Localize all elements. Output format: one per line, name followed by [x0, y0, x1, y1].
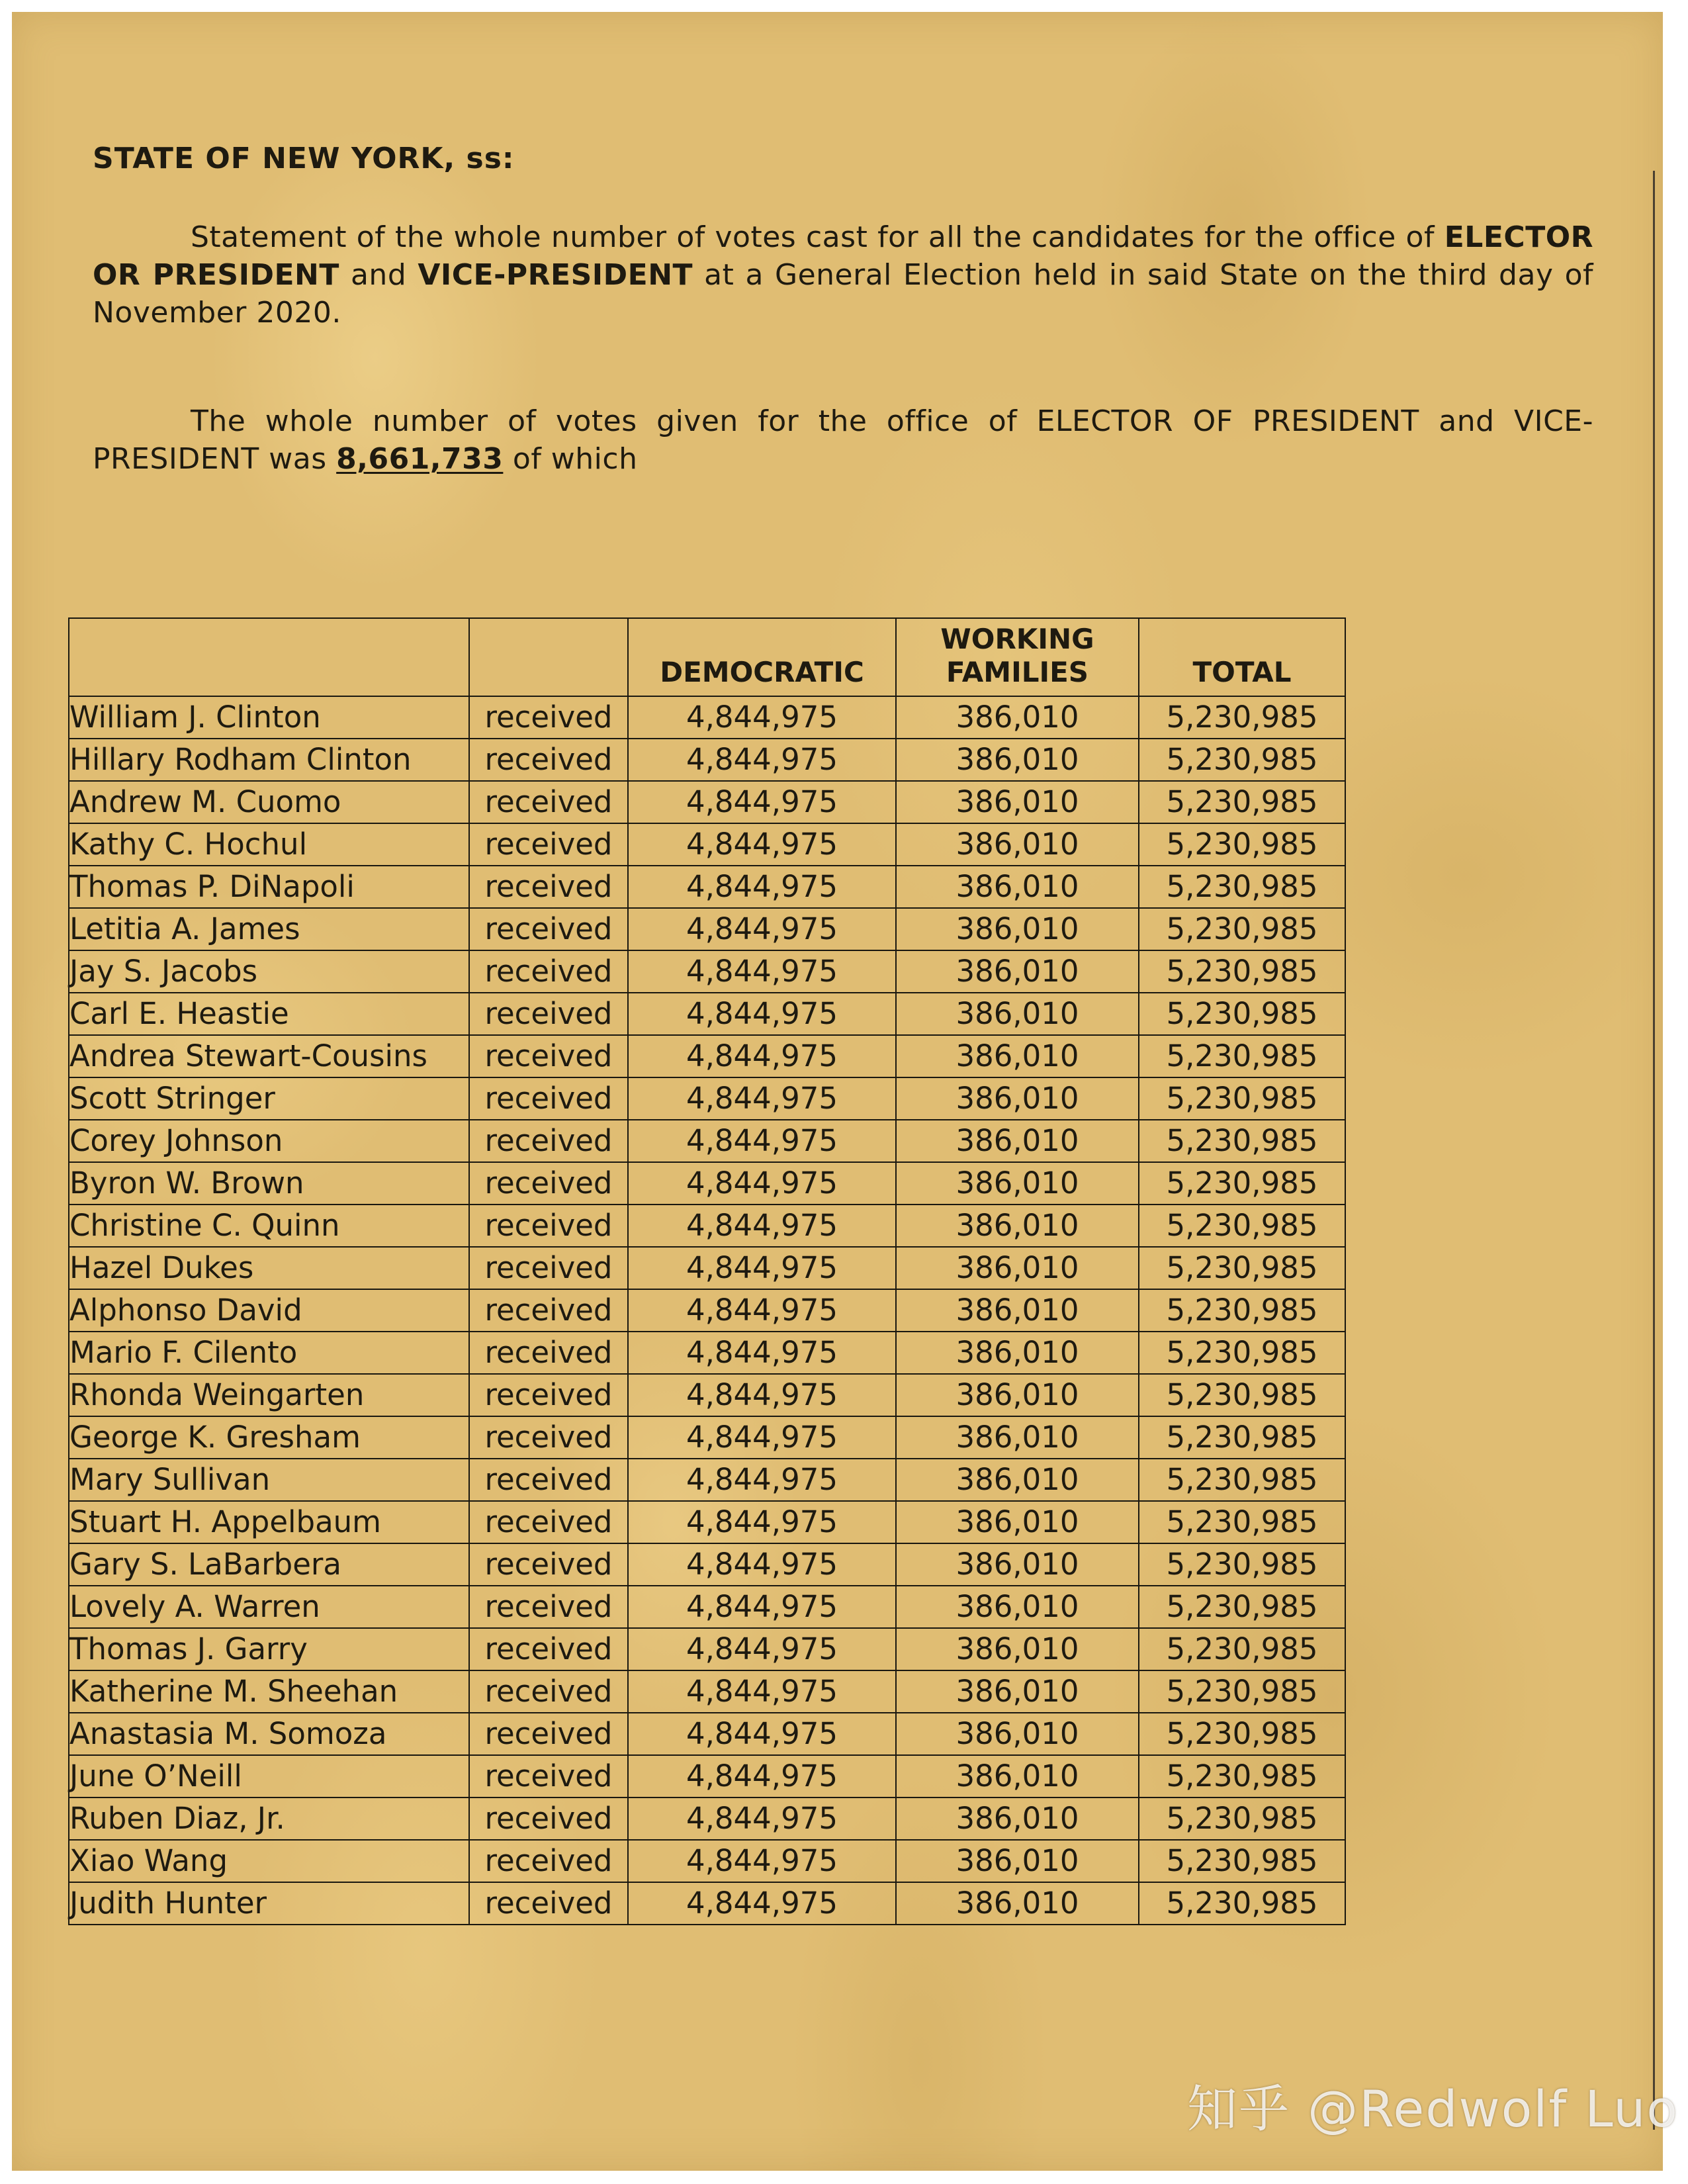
candidate-name: Letitia A. James [69, 908, 469, 950]
page-edge-line [1653, 171, 1655, 2130]
table-row [69, 696, 1345, 739]
statement-connector: and [350, 258, 407, 292]
status-text: received [469, 1120, 628, 1162]
table-row [69, 1670, 1345, 1713]
candidate-name: Christine C. Quinn [69, 1205, 469, 1247]
total-votes: 5,230,985 [1139, 1120, 1345, 1162]
status-text: received [469, 696, 628, 739]
status-text: received [469, 1882, 628, 1925]
working-families-votes: 386,010 [896, 696, 1139, 739]
status-text: received [469, 1162, 628, 1205]
table-row [69, 908, 1345, 950]
total-votes: 5,230,985 [1139, 781, 1345, 823]
total-votes-value: 8,661,733 [336, 442, 504, 476]
democratic-votes: 4,844,975 [628, 1247, 896, 1289]
header-name [69, 618, 469, 696]
summary-paragraph [93, 402, 1593, 478]
table-row [69, 1459, 1345, 1501]
democratic-votes: 4,844,975 [628, 1332, 896, 1374]
table-row [69, 1374, 1345, 1416]
working-families-votes: 386,010 [896, 1077, 1139, 1120]
header-democratic: DEMOCRATIC [628, 618, 896, 696]
status-text: received [469, 1035, 628, 1077]
democratic-votes: 4,844,975 [628, 1543, 896, 1586]
status-text: received [469, 866, 628, 908]
table-row [69, 739, 1345, 781]
candidate-name: Gary S. LaBarbera [69, 1543, 469, 1586]
total-votes: 5,230,985 [1139, 1332, 1345, 1374]
democratic-votes: 4,844,975 [628, 696, 896, 739]
working-families-votes: 386,010 [896, 1459, 1139, 1501]
total-votes: 5,230,985 [1139, 1416, 1345, 1459]
office-title-bold: ELECTOR OR PRESIDENT [93, 220, 1593, 292]
header-total: TOTAL [1139, 618, 1345, 696]
table-row [69, 1035, 1345, 1077]
table-row [69, 1840, 1345, 1882]
status-text: received [469, 1205, 628, 1247]
status-text: received [469, 1077, 628, 1120]
working-families-votes: 386,010 [896, 950, 1139, 993]
table-row [69, 1162, 1345, 1205]
total-votes: 5,230,985 [1139, 1459, 1345, 1501]
table-row [69, 950, 1345, 993]
table-row [69, 1755, 1345, 1797]
candidate-name: William J. Clinton [69, 696, 469, 739]
candidate-name: Scott Stringer [69, 1077, 469, 1120]
democratic-votes: 4,844,975 [628, 1713, 896, 1755]
table-row [69, 866, 1345, 908]
watermark: 知乎 @Redwolf Luo [1187, 2079, 1679, 2138]
democratic-votes: 4,844,975 [628, 866, 896, 908]
statement-paragraph [93, 218, 1593, 332]
working-families-votes: 386,010 [896, 1120, 1139, 1162]
candidate-name: Anastasia M. Somoza [69, 1713, 469, 1755]
candidate-name: June O’Neill [69, 1755, 469, 1797]
candidate-name: Andrea Stewart-Cousins [69, 1035, 469, 1077]
total-votes: 5,230,985 [1139, 1882, 1345, 1925]
democratic-votes: 4,844,975 [628, 1459, 896, 1501]
democratic-votes: 4,844,975 [628, 1755, 896, 1797]
candidate-name: Thomas J. Garry [69, 1628, 469, 1670]
total-votes: 5,230,985 [1139, 1501, 1345, 1543]
total-votes: 5,230,985 [1139, 1755, 1345, 1797]
total-votes: 5,230,985 [1139, 993, 1345, 1035]
candidate-name: Corey Johnson [69, 1120, 469, 1162]
total-votes: 5,230,985 [1139, 1035, 1345, 1077]
status-text: received [469, 1289, 628, 1332]
democratic-votes: 4,844,975 [628, 908, 896, 950]
democratic-votes: 4,844,975 [628, 1797, 896, 1840]
status-text: received [469, 1586, 628, 1628]
total-votes: 5,230,985 [1139, 1797, 1345, 1840]
total-votes: 5,230,985 [1139, 1840, 1345, 1882]
status-text: received [469, 1755, 628, 1797]
table-row [69, 1501, 1345, 1543]
total-votes: 5,230,985 [1139, 1586, 1345, 1628]
democratic-votes: 4,844,975 [628, 1120, 896, 1162]
table-row [69, 1628, 1345, 1670]
status-text: received [469, 1713, 628, 1755]
working-families-votes: 386,010 [896, 1755, 1139, 1797]
democratic-votes: 4,844,975 [628, 739, 896, 781]
status-text: received [469, 1416, 628, 1459]
status-text: received [469, 1374, 628, 1416]
total-votes: 5,230,985 [1139, 1247, 1345, 1289]
candidate-name: Jay S. Jacobs [69, 950, 469, 993]
table-header-row [69, 618, 1345, 696]
working-families-votes: 386,010 [896, 739, 1139, 781]
table-row [69, 993, 1345, 1035]
table-row [69, 1416, 1345, 1459]
status-text: received [469, 1543, 628, 1586]
democratic-votes: 4,844,975 [628, 1077, 896, 1120]
working-families-votes: 386,010 [896, 1205, 1139, 1247]
working-families-votes: 386,010 [896, 1840, 1139, 1882]
total-votes: 5,230,985 [1139, 1374, 1345, 1416]
working-families-votes: 386,010 [896, 1289, 1139, 1332]
status-text: received [469, 1247, 628, 1289]
total-votes: 5,230,985 [1139, 1543, 1345, 1586]
working-families-votes: 386,010 [896, 1162, 1139, 1205]
candidate-name: Kathy C. Hochul [69, 823, 469, 866]
democratic-votes: 4,844,975 [628, 1628, 896, 1670]
total-votes: 5,230,985 [1139, 908, 1345, 950]
candidate-name: Stuart H. Appelbaum [69, 1501, 469, 1543]
candidate-name: Ruben Diaz, Jr. [69, 1797, 469, 1840]
document-page [12, 12, 1679, 2171]
status-text: received [469, 1670, 628, 1713]
status-text: received [469, 908, 628, 950]
status-text: received [469, 1797, 628, 1840]
democratic-votes: 4,844,975 [628, 1501, 896, 1543]
status-text: received [469, 950, 628, 993]
total-votes: 5,230,985 [1139, 1670, 1345, 1713]
status-text: received [469, 1332, 628, 1374]
democratic-votes: 4,844,975 [628, 1205, 896, 1247]
summary-text-before: The whole number of votes given for the office of ELECTOR OF PRESIDENT and VICE-PRESIDENT was [93, 404, 1593, 476]
working-families-votes: 386,010 [896, 1586, 1139, 1628]
table-row [69, 1332, 1345, 1374]
working-families-votes: 386,010 [896, 1628, 1139, 1670]
table-row [69, 1797, 1345, 1840]
working-families-votes: 386,010 [896, 1035, 1139, 1077]
working-families-votes: 386,010 [896, 1543, 1139, 1586]
democratic-votes: 4,844,975 [628, 1840, 896, 1882]
total-votes: 5,230,985 [1139, 1205, 1345, 1247]
total-votes: 5,230,985 [1139, 696, 1345, 739]
table-row [69, 1543, 1345, 1586]
candidate-name: Alphonso David [69, 1289, 469, 1332]
table-row [69, 1120, 1345, 1162]
status-text: received [469, 993, 628, 1035]
working-families-votes: 386,010 [896, 781, 1139, 823]
democratic-votes: 4,844,975 [628, 781, 896, 823]
status-text: received [469, 823, 628, 866]
total-votes: 5,230,985 [1139, 1077, 1345, 1120]
total-votes: 5,230,985 [1139, 823, 1345, 866]
statement-part2: at a General Election held in said State on the third day of November 2020. [93, 258, 1593, 330]
results-table [68, 617, 1346, 1925]
results-body [69, 696, 1345, 1925]
candidate-name: Thomas P. DiNapoli [69, 866, 469, 908]
working-families-votes: 386,010 [896, 1882, 1139, 1925]
statement-part1: Statement of the whole number of votes cast for all the candidates for the office of [191, 220, 1435, 254]
status-text: received [469, 1501, 628, 1543]
democratic-votes: 4,844,975 [628, 1289, 896, 1332]
candidate-name: Mary Sullivan [69, 1459, 469, 1501]
table-row [69, 1289, 1345, 1332]
working-families-votes: 386,010 [896, 1713, 1139, 1755]
total-votes: 5,230,985 [1139, 1713, 1345, 1755]
candidate-name: Judith Hunter [69, 1882, 469, 1925]
working-families-votes: 386,010 [896, 866, 1139, 908]
working-families-votes: 386,010 [896, 1247, 1139, 1289]
status-text: received [469, 1840, 628, 1882]
candidate-name: Katherine M. Sheehan [69, 1670, 469, 1713]
candidate-name: Lovely A. Warren [69, 1586, 469, 1628]
candidate-name: Hillary Rodham Clinton [69, 739, 469, 781]
total-votes: 5,230,985 [1139, 950, 1345, 993]
total-votes: 5,230,985 [1139, 866, 1345, 908]
summary-text-after: of which [512, 442, 638, 476]
table-row [69, 1586, 1345, 1628]
candidate-name: Carl E. Heastie [69, 993, 469, 1035]
democratic-votes: 4,844,975 [628, 1586, 896, 1628]
status-text: received [469, 1459, 628, 1501]
status-text: received [469, 1628, 628, 1670]
header-working-families: WORKING FAMILIES [896, 618, 1139, 696]
table-row [69, 781, 1345, 823]
vice-president-bold: VICE-PRESIDENT [418, 258, 693, 292]
total-votes: 5,230,985 [1139, 1162, 1345, 1205]
working-families-votes: 386,010 [896, 993, 1139, 1035]
democratic-votes: 4,844,975 [628, 1162, 896, 1205]
working-families-votes: 386,010 [896, 1670, 1139, 1713]
working-families-votes: 386,010 [896, 1416, 1139, 1459]
total-votes: 5,230,985 [1139, 1628, 1345, 1670]
working-families-votes: 386,010 [896, 1501, 1139, 1543]
table-row [69, 1247, 1345, 1289]
democratic-votes: 4,844,975 [628, 1374, 896, 1416]
working-families-votes: 386,010 [896, 823, 1139, 866]
democratic-votes: 4,844,975 [628, 993, 896, 1035]
state-heading: STATE OF NEW YORK, ss: [93, 142, 515, 175]
democratic-votes: 4,844,975 [628, 823, 896, 866]
candidate-name: George K. Gresham [69, 1416, 469, 1459]
working-families-votes: 386,010 [896, 1332, 1139, 1374]
working-families-votes: 386,010 [896, 1797, 1139, 1840]
table-row [69, 1882, 1345, 1925]
table-row [69, 1205, 1345, 1247]
candidate-name: Andrew M. Cuomo [69, 781, 469, 823]
status-text: received [469, 739, 628, 781]
candidate-name: Xiao Wang [69, 1840, 469, 1882]
working-families-votes: 386,010 [896, 908, 1139, 950]
democratic-votes: 4,844,975 [628, 1035, 896, 1077]
democratic-votes: 4,844,975 [628, 1416, 896, 1459]
working-families-votes: 386,010 [896, 1374, 1139, 1416]
total-votes: 5,230,985 [1139, 1289, 1345, 1332]
status-text: received [469, 781, 628, 823]
democratic-votes: 4,844,975 [628, 1670, 896, 1713]
candidate-name: Hazel Dukes [69, 1247, 469, 1289]
candidate-name: Mario F. Cilento [69, 1332, 469, 1374]
candidate-name: Rhonda Weingarten [69, 1374, 469, 1416]
table-row [69, 1713, 1345, 1755]
democratic-votes: 4,844,975 [628, 1882, 896, 1925]
candidate-name: Byron W. Brown [69, 1162, 469, 1205]
table-row [69, 823, 1345, 866]
header-status [469, 618, 628, 696]
democratic-votes: 4,844,975 [628, 950, 896, 993]
total-votes: 5,230,985 [1139, 739, 1345, 781]
table-row [69, 1077, 1345, 1120]
